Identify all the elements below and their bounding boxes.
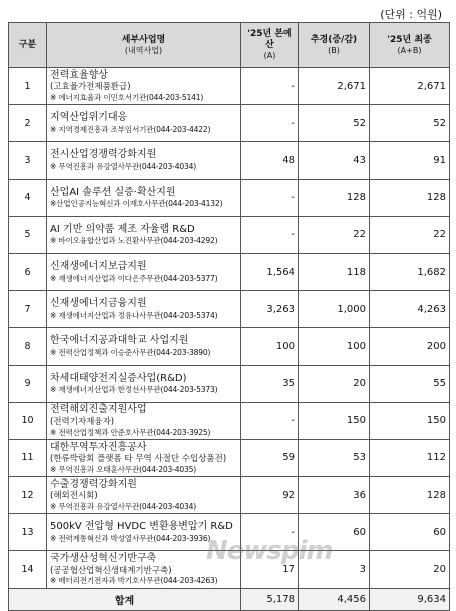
- row-number: 4: [9, 179, 47, 216]
- program-subname: (공공협산업혁신생태계기반구축): [50, 565, 172, 576]
- row-number: 5: [9, 216, 47, 253]
- row-program: [47, 477, 241, 514]
- header-a-sub: (A): [263, 51, 276, 60]
- row-budget-c: 52: [370, 105, 450, 142]
- header-a: [241, 23, 299, 68]
- row-budget-c: 2,671: [370, 68, 450, 105]
- row-budget-b: 2,671: [299, 68, 370, 105]
- program-contact: ※ 배터리전기전자과 박기호사무관(044-203-4263): [50, 576, 218, 586]
- row-budget-a: 3,263: [241, 291, 299, 328]
- program-name: 전력해외진출지원사업: [50, 404, 147, 416]
- row-program: [47, 439, 241, 476]
- row-budget-c: 200: [370, 328, 450, 365]
- row-budget-c: 112: [370, 439, 450, 476]
- row-budget-a: -: [241, 68, 299, 105]
- row-budget-b: 20: [299, 365, 370, 402]
- program-contact: ※ 무역진흥과 유강열사무관(044-203-4034): [50, 501, 196, 511]
- row-budget-b: 100: [299, 328, 370, 365]
- program-contact: ※ 재생에너지산업과 한정선사무관(044-203-5373): [50, 385, 218, 395]
- row-budget-a: -: [241, 514, 299, 551]
- row-budget-b: 3: [299, 551, 370, 588]
- total-b: 4,456: [299, 588, 370, 610]
- header-no: 구분: [9, 23, 47, 68]
- row-number: 9: [9, 365, 47, 402]
- program-name: 신재생에너지금융지원: [50, 298, 147, 310]
- row-program: [47, 291, 241, 328]
- row-budget-a: 100: [241, 328, 299, 365]
- header-c-sub: (A+B): [397, 45, 422, 55]
- table-row: [9, 402, 450, 439]
- row-program: [47, 253, 241, 290]
- row-number: 12: [9, 477, 47, 514]
- row-number: 8: [9, 328, 47, 365]
- table-row: [9, 291, 450, 328]
- row-budget-b: 128: [299, 179, 370, 216]
- row-budget-c: 60: [370, 514, 450, 551]
- row-budget-c: 20: [370, 551, 450, 588]
- table-row: [9, 142, 450, 179]
- row-budget-c: 128: [370, 179, 450, 216]
- header-b-sub: (B): [328, 45, 340, 55]
- row-budget-a: -: [241, 216, 299, 253]
- table-row: [9, 68, 450, 105]
- row-program: [47, 328, 241, 365]
- row-budget-b: 36: [299, 477, 370, 514]
- row-budget-b: 53: [299, 439, 370, 476]
- row-budget-b: 60: [299, 514, 370, 551]
- program-name: 전시산업경쟁력강화지원: [50, 149, 157, 161]
- program-contact: ※ 재생에너지산업과 정유나사무관(044-203-5374): [50, 310, 218, 320]
- row-number: 10: [9, 402, 47, 439]
- total-a: 5,178: [241, 588, 299, 610]
- row-budget-a: 17: [241, 551, 299, 588]
- table-header-row: [9, 23, 450, 68]
- program-name: 전력효율향상: [50, 69, 108, 81]
- row-budget-a: -: [241, 402, 299, 439]
- program-contact: ※ 전력산업정책과 안준호사무관(044-203-3925): [50, 427, 211, 437]
- program-name: 수출경쟁력강화지원: [50, 478, 137, 490]
- program-name: 국가생산성혁신기반구축: [50, 553, 157, 565]
- program-contact: ※ 바이오융합산업과 노진환사무관(044-203-4292): [50, 236, 218, 246]
- table-row: [9, 179, 450, 216]
- row-budget-c: 22: [370, 216, 450, 253]
- row-number: 2: [9, 105, 47, 142]
- row-budget-c: 4,263: [370, 291, 450, 328]
- row-number: 14: [9, 551, 47, 588]
- header-name: [47, 23, 241, 68]
- program-name: 차세대태양전지실증사업(R&D): [50, 372, 187, 384]
- unit-label: (단위 : 억원): [380, 8, 442, 21]
- row-budget-a: 1,564: [241, 253, 299, 290]
- row-program: [47, 216, 241, 253]
- program-contact: ※ 재생에너지산업과 이다은주무관(044-203-5377): [50, 273, 218, 283]
- program-name: 신재생에너지보급지원: [50, 261, 147, 273]
- program-name: 한국에너지공과대학교 사업지원: [50, 335, 189, 347]
- row-number: 7: [9, 291, 47, 328]
- row-program: [47, 402, 241, 439]
- program-name: 산업AI 솔루션 실증·확산지원: [50, 186, 176, 198]
- table-row: [9, 328, 450, 365]
- table-row: [9, 365, 450, 402]
- header-b: [299, 23, 370, 68]
- row-number: 1: [9, 68, 47, 105]
- row-program: [47, 179, 241, 216]
- row-budget-b: 52: [299, 105, 370, 142]
- header-name-sub: (내역사업): [124, 45, 163, 55]
- budget-table: [8, 22, 450, 611]
- row-budget-a: -: [241, 179, 299, 216]
- program-contact: ※ 전력계통혁신과 박성열사무관(044-203-3936): [50, 533, 211, 543]
- program-name: 500kV 전압형 HVDC 변환용변압기 R&D: [50, 521, 233, 533]
- table-row: [9, 439, 450, 476]
- total-row: [9, 588, 450, 610]
- row-budget-b: 22: [299, 216, 370, 253]
- program-subname: (고효율가전제품환급): [50, 82, 131, 93]
- row-program: [47, 142, 241, 179]
- header-a-main: '25년 본예산: [247, 29, 292, 51]
- row-budget-c: 128: [370, 477, 450, 514]
- row-budget-b: 1,000: [299, 291, 370, 328]
- program-name: AI 기반 의약품 제조 자율랩 R&D: [50, 223, 195, 235]
- row-program: [47, 68, 241, 105]
- table-row: [9, 216, 450, 253]
- total-c: 9,634: [370, 588, 450, 610]
- row-budget-b: 118: [299, 253, 370, 290]
- table-row: [9, 105, 450, 142]
- row-budget-a: 59: [241, 439, 299, 476]
- program-contact: ※ 에너지효율과 이민호서기관(044-203-5141): [50, 92, 204, 102]
- program-contact: ※ 무역진흥과 오태훈사무관(044-203-4035): [50, 464, 196, 474]
- row-budget-a: 92: [241, 477, 299, 514]
- row-number: 13: [9, 514, 47, 551]
- program-subname: (한류박람회 플랫폼 타 무역 사절단 수입상품전): [50, 454, 227, 465]
- row-number: 6: [9, 253, 47, 290]
- row-number: 3: [9, 142, 47, 179]
- row-budget-a: -: [241, 105, 299, 142]
- header-c: [370, 23, 450, 68]
- row-number: 11: [9, 439, 47, 476]
- total-label: 합계: [9, 588, 241, 610]
- program-contact: ※산업인공지능혁신과 이재호사무관(044-203-4132): [50, 199, 223, 209]
- row-budget-a: 35: [241, 365, 299, 402]
- program-subname: (해외전시회): [50, 491, 98, 502]
- row-budget-a: 48: [241, 142, 299, 179]
- header-b-main: 추경(증/감): [310, 34, 358, 45]
- header-name-main: 세부사업명: [121, 34, 166, 45]
- newspim-watermark: Newspim: [206, 536, 333, 566]
- row-budget-b: 150: [299, 402, 370, 439]
- program-subname: (전력기자재융자): [50, 416, 115, 427]
- program-contact: ※ 전력산업정책과 이승준사무관(044-203-3890): [50, 347, 211, 357]
- table-row: [9, 253, 450, 290]
- row-program: [47, 105, 241, 142]
- row-budget-c: 91: [370, 142, 450, 179]
- header-c-main: '25년 최종: [387, 34, 432, 45]
- row-budget-c: 1,682: [370, 253, 450, 290]
- program-name: 대한무역투자진흥공사: [50, 441, 147, 453]
- row-budget-c: 150: [370, 402, 450, 439]
- row-program: [47, 365, 241, 402]
- program-contact: ※ 무역진흥과 유강열사무관(044-203-4034): [50, 161, 196, 171]
- program-contact: ※ 지역경제진흥과 조부임서기관(044-203-4422): [50, 124, 211, 134]
- table-row: [9, 477, 450, 514]
- row-budget-c: 55: [370, 365, 450, 402]
- row-budget-b: 43: [299, 142, 370, 179]
- program-name: 지역산업위기대응: [50, 112, 128, 124]
